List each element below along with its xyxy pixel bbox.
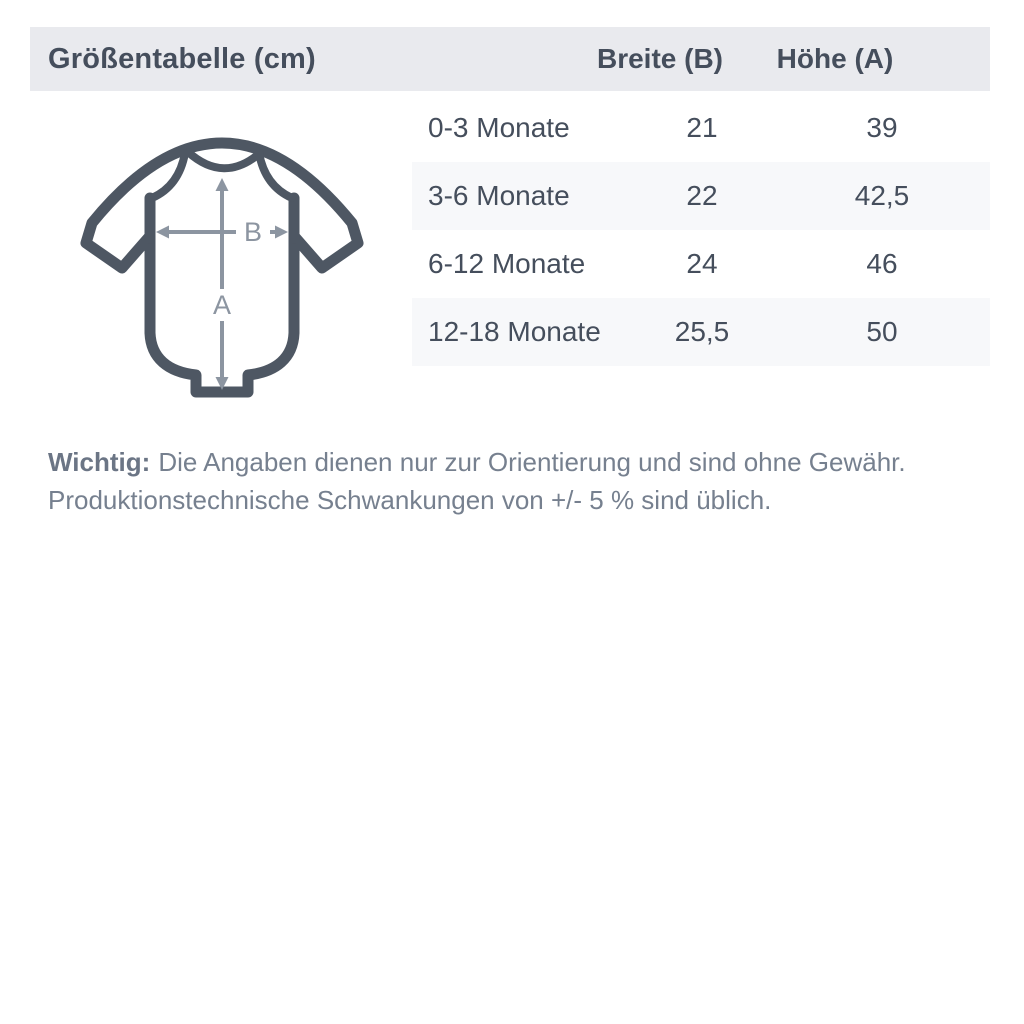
hoehe-value: 46 [866,248,898,279]
breite-value: 21 [686,112,718,143]
note-text-2: Produktionstechnische Schwankungen von +/- 5 % sind üblich. [48,485,772,515]
hoehe-value: 39 [866,112,898,143]
disclaimer-note [48,443,978,519]
size-label: 3-6 Monate [428,180,570,211]
page-title: Größentabelle (cm) [48,42,316,75]
column-header-hoehe: Höhe (A) [776,43,894,74]
hoehe-value: 50 [866,316,898,347]
note-line-2 [48,481,978,519]
note-line-1 [48,443,978,481]
table-row [412,162,990,230]
table-row [412,298,990,366]
baby-bodysuit-diagram [72,108,367,403]
height-arrow-icon [216,178,229,390]
column-header-breite: Breite (B) [596,43,723,74]
size-table [412,94,990,366]
size-label: 6-12 Monate [428,248,586,279]
hoehe-value: 42,5 [854,180,910,211]
size-label: 0-3 Monate [428,112,570,143]
breite-value: 24 [686,248,718,279]
note-text-1: Die Angaben dienen nur zur Orientierung und sind ohne Gewähr. [158,447,906,477]
breite-value: 25,5 [674,316,730,347]
table-header-bar [30,27,990,91]
breite-value: 22 [686,180,718,211]
width-arrow-label: B [243,217,263,247]
height-arrow-label: A [212,290,232,320]
size-label: 12-18 Monate [428,316,601,347]
note-emphasis: Wichtig: [48,447,151,477]
table-row [412,94,990,162]
table-row [412,230,990,298]
